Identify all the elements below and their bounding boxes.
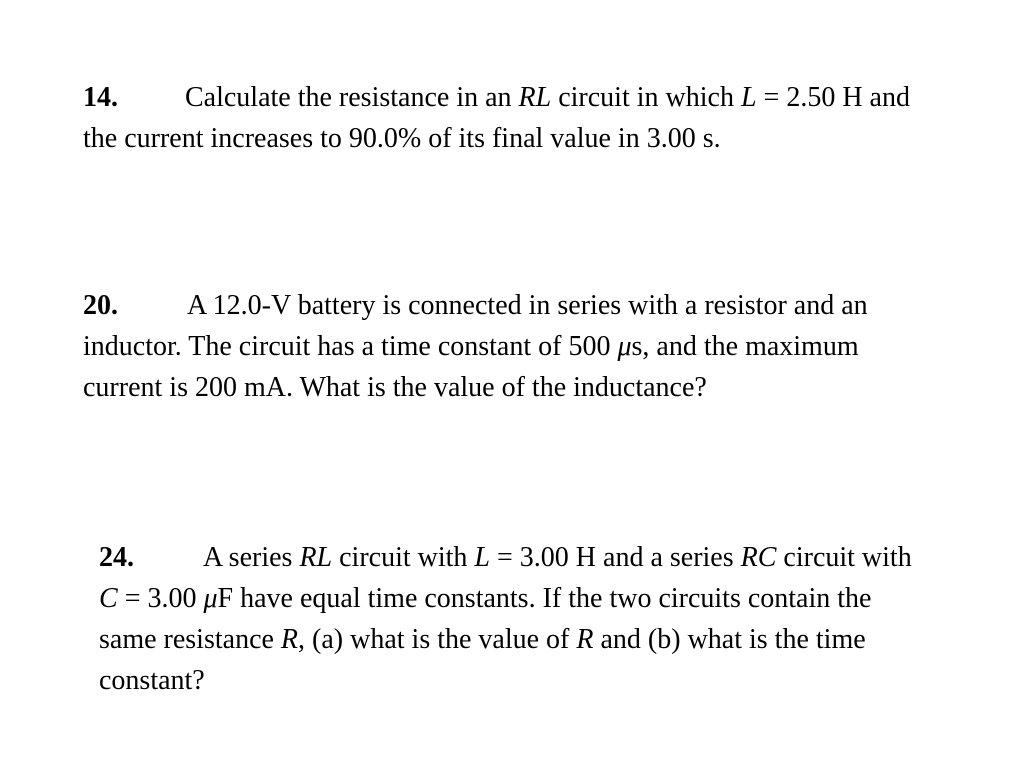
variable-rl: RL — [518, 82, 552, 113]
variable-c: C — [99, 583, 118, 614]
problem-text: and (b) what is the time constant? — [99, 624, 866, 696]
problem-text: F have equal time constants. If the two circuits contain the same resistance — [99, 583, 872, 655]
problem-number: 14. — [83, 82, 118, 113]
symbol-mu: μ — [617, 331, 632, 362]
problem-text: = 2.50 H and the current increases to 90.0% of its final value in 3.00 s. — [83, 82, 910, 154]
problem-text: A 12.0-V battery is connected in series with a resistor and an inductor. The circuit has a time constant of 500 — [83, 290, 868, 362]
problem-text: = 3.00 — [117, 583, 204, 614]
variable-l: L — [740, 82, 757, 113]
problem-text: circuit with — [332, 542, 475, 573]
variable-r: R — [280, 624, 299, 655]
problem-number: 24. — [99, 542, 134, 573]
variable-l: L — [474, 542, 490, 573]
variable-rc: RC — [740, 542, 777, 573]
problem-text: , (a) what is the value of — [298, 624, 577, 655]
problem-number: 20. — [83, 290, 118, 321]
problem-text: Calculate the resistance in an — [185, 82, 519, 113]
problem-text: circuit with — [776, 542, 912, 573]
symbol-mu: μ — [203, 583, 218, 614]
variable-r: R — [576, 624, 594, 655]
variable-rl: RL — [299, 542, 333, 573]
problem-text: circuit in which — [551, 82, 741, 113]
problem-text: = 3.00 H and a series — [490, 542, 741, 573]
problem-24 — [99, 537, 929, 701]
problem-text: A series — [203, 542, 300, 573]
problem-text: s, and the maximum current is 200 mA. What is the value of the inductance? — [83, 331, 859, 403]
problem-14 — [83, 77, 943, 159]
problem-20 — [83, 285, 943, 408]
